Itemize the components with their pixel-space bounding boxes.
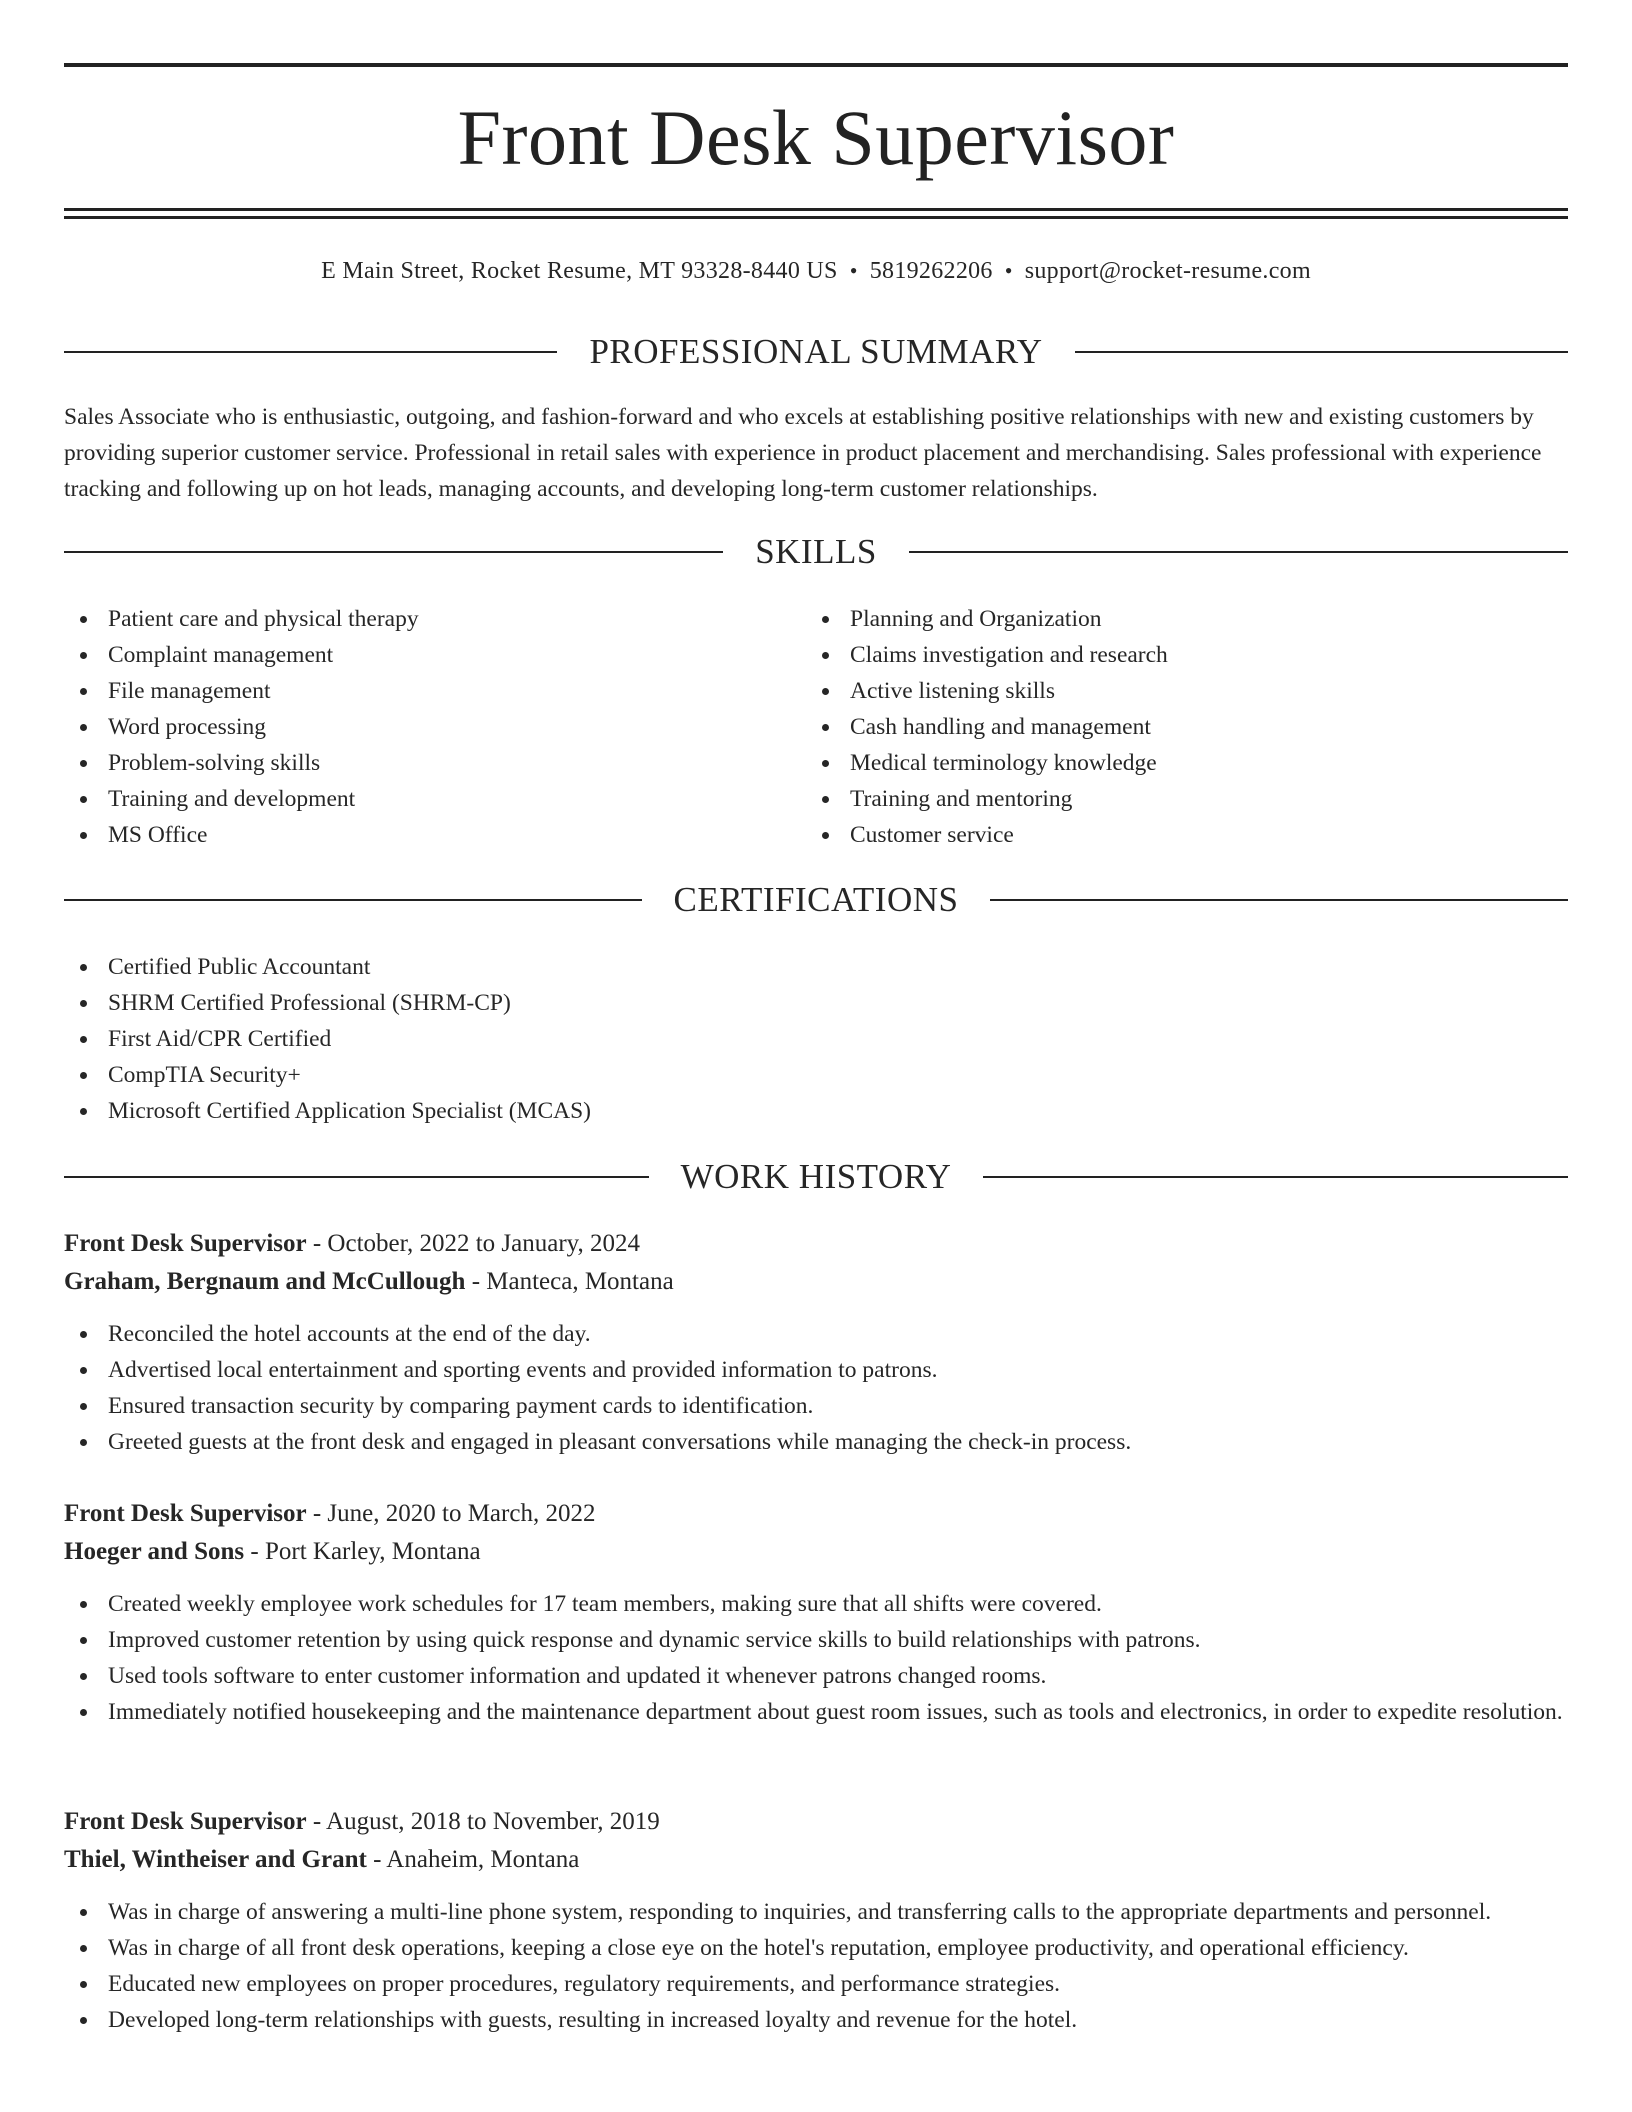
job-duty-item: Developed long-term relationships with guests, resulting in increased loyalty and revenue for the hotel.	[64, 2002, 1568, 2038]
skill-item: Training and mentoring	[806, 781, 1506, 817]
contact-address: E Main Street, Rocket Resume, MT 93328-8440 US	[321, 258, 838, 284]
job-title: Front Desk Supervisor	[64, 1808, 307, 1835]
job-company-line	[64, 1263, 1568, 1301]
certification-item: SHRM Certified Professional (SHRM-CP)	[64, 985, 1568, 1021]
job-entry	[64, 1495, 1568, 1730]
job-title-line	[64, 1495, 1568, 1533]
job-entry	[64, 1225, 1568, 1460]
contact-separator: •	[849, 258, 858, 283]
heading-rule-left	[64, 899, 642, 901]
summary-paragraph: Sales Associate who is enthusiastic, outgoing, and fashion-forward and who excels at establishing positive relationships with new and existing customers by providing superior customer service. Professional in retail sales with experience in product placement and merchandising. Sales professional with experience tracking and following up on hot leads, managing accounts, and developing long-term customer relationships.	[64, 404, 1542, 502]
header-double-rule-upper	[64, 208, 1568, 211]
work-history-section-heading	[64, 1155, 1568, 1199]
job-duty-item: Greeted guests at the front desk and engaged in pleasant conversations while managing the check-in process.	[64, 1424, 1568, 1460]
job-duties-list	[64, 1894, 1568, 2038]
job-duty-item: Immediately notified housekeeping and the maintenance department about guest room issues, such as tools and electronics, in order to expedite resolution.	[64, 1694, 1568, 1730]
job-title: Front Desk Supervisor	[64, 1230, 307, 1257]
job-duty-item: Reconciled the hotel accounts at the end of the day.	[64, 1316, 1568, 1352]
skill-item: Problem-solving skills	[64, 745, 764, 781]
job-dates: - June, 2020 to March, 2022	[306, 1500, 596, 1527]
job-company-line	[64, 1533, 1568, 1571]
job-title-line	[64, 1803, 1568, 1841]
skill-item: Medical terminology knowledge	[806, 745, 1506, 781]
job-title: Front Desk Supervisor	[64, 1500, 307, 1527]
skills-heading-text: SKILLS	[755, 532, 877, 571]
job-company: Hoeger and Sons	[64, 1538, 245, 1565]
skills-list-left	[64, 601, 764, 853]
skills-list-right	[806, 601, 1506, 853]
contact-line	[64, 254, 1568, 288]
contact-email: support@rocket-resume.com	[1024, 258, 1311, 284]
job-company-line	[64, 1841, 1568, 1879]
job-duty-item: Used tools software to enter customer information and updated it whenever patrons changed rooms.	[64, 1658, 1568, 1694]
summary-section-heading	[64, 330, 1568, 374]
skill-item: Active listening skills	[806, 673, 1506, 709]
heading-rule-left	[64, 1176, 649, 1178]
certifications-heading-text: CERTIFICATIONS	[673, 880, 959, 919]
job-duty-item: Was in charge of all front desk operations, keeping a close eye on the hotel's reputation, employee productivity, and operational efficiency.	[64, 1930, 1568, 1966]
work-history-heading-text: WORK HISTORY	[680, 1157, 952, 1196]
heading-rule-right	[990, 899, 1568, 901]
job-duties-list	[64, 1586, 1568, 1730]
summary-heading-text: PROFESSIONAL SUMMARY	[589, 332, 1043, 371]
certification-item: First Aid/CPR Certified	[64, 1021, 1568, 1057]
header-double-rule-lower	[64, 216, 1568, 219]
certification-item: Microsoft Certified Application Specialist (MCAS)	[64, 1093, 1568, 1129]
job-company: Graham, Bergnaum and McCullough	[64, 1268, 466, 1295]
job-duty-item: Educated new employees on proper procedures, regulatory requirements, and performance strategies.	[64, 1966, 1568, 2002]
header-top-rule	[64, 63, 1568, 67]
job-duties-list	[64, 1316, 1568, 1460]
resume-name-heading: Front Desk Supervisor	[457, 94, 1175, 181]
job-title-line	[64, 1225, 1568, 1263]
heading-rule-left	[64, 351, 557, 353]
job-dates: - August, 2018 to November, 2019	[306, 1808, 660, 1835]
contact-phone: 5819262206	[869, 258, 993, 284]
certification-item: Certified Public Accountant	[64, 949, 1568, 985]
job-duty-item: Advertised local entertainment and sporting events and provided information to patrons.	[64, 1352, 1568, 1388]
job-duty-item: Improved customer retention by using quick response and dynamic service skills to build relationships with patrons.	[64, 1622, 1568, 1658]
job-duty-item: Ensured transaction security by comparing payment cards to identification.	[64, 1388, 1568, 1424]
skill-item: Claims investigation and research	[806, 637, 1506, 673]
skill-item: Cash handling and management	[806, 709, 1506, 745]
skill-item: Customer service	[806, 817, 1506, 853]
job-dates: - October, 2022 to January, 2024	[306, 1230, 641, 1257]
skill-item: Word processing	[64, 709, 764, 745]
skills-section-heading	[64, 530, 1568, 574]
skill-item: Planning and Organization	[806, 601, 1506, 637]
job-duty-item: Was in charge of answering a multi-line phone system, responding to inquiries, and transferring calls to the appropriate departments and personnel.	[64, 1894, 1568, 1930]
heading-rule-right	[909, 551, 1568, 553]
job-duty-item: Created weekly employee work schedules for 17 team members, making sure that all shifts were covered.	[64, 1586, 1568, 1622]
job-location: - Manteca, Montana	[465, 1268, 674, 1295]
heading-rule-left	[64, 551, 723, 553]
certifications-section-heading	[64, 878, 1568, 922]
heading-rule-right	[1075, 351, 1568, 353]
skill-item: File management	[64, 673, 764, 709]
heading-rule-right	[983, 1176, 1568, 1178]
job-entry	[64, 1803, 1568, 2038]
contact-separator: •	[1004, 258, 1013, 283]
job-location: - Anaheim, Montana	[366, 1846, 580, 1873]
skill-item: Complaint management	[64, 637, 764, 673]
certifications-list	[64, 949, 1568, 1129]
certification-item: CompTIA Security+	[64, 1057, 1568, 1093]
job-company: Thiel, Wintheiser and Grant	[64, 1846, 367, 1873]
job-location: - Port Karley, Montana	[244, 1538, 481, 1565]
skill-item: MS Office	[64, 817, 764, 853]
skill-item: Training and development	[64, 781, 764, 817]
skill-item: Patient care and physical therapy	[64, 601, 764, 637]
